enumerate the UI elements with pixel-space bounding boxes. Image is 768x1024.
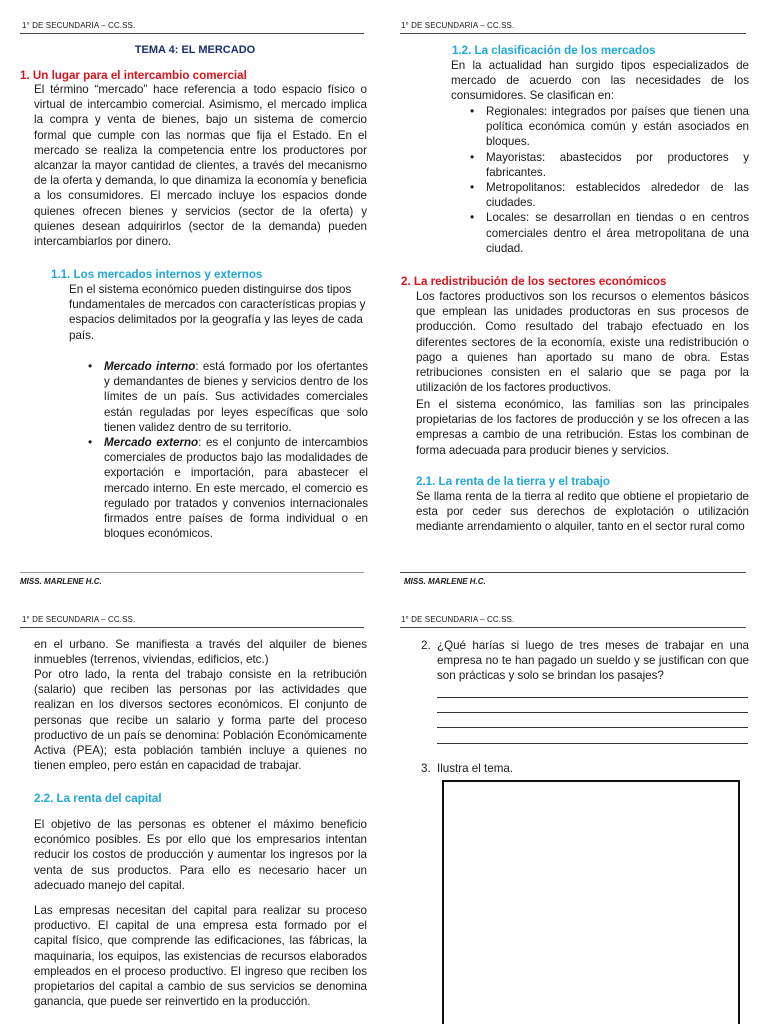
subsection-body: En la actualidad han surgido tipos especializados de mercado de acuerdo con las necesidades de los consumidores. Se clasifican en:	[451, 59, 749, 103]
section-body: Los factores productivos son los recursos o elementos básicos que emplean las unidades productoras en sus procesos de producción. Como resultado del trabajo efectuado en los diferentes sectores de la economía, existe una redistribución o pago a quienes han aportado su mano de obra. Estas retribuciones consisten en el salario que se paga por la utilización de los factores productivos.	[416, 290, 749, 395]
term: Mercado externo	[104, 436, 199, 450]
list-item	[88, 359, 368, 435]
question-text: ¿Qué harías si luego de tres meses de trabajar en una empresa no te han pagado un sueldo y se justifican con que son prácticas y solo se brindan los pasajes?	[437, 639, 749, 683]
list-item: • Regionales: integrados por países que tienen una política económica común y están asociados en bloques.	[470, 104, 749, 149]
list-item: • Metropolitanos: establecidos alrededor de las ciudades.	[470, 180, 749, 210]
question-number: 2.	[421, 639, 431, 652]
illustration-box[interactable]	[442, 780, 740, 1024]
answer-line[interactable]	[437, 697, 748, 698]
page-header: 1° DE SECUNDARIA – CC.SS.	[22, 615, 136, 624]
paragraph: Las empresas necesitan del capital para realizar su proceso productivo. El capital de una empresa esta formado por el capital físico, que comprende las edificaciones, las fábricas, la maquinaria, los equipos, las existencias de recursos elaborados empleados en el proceso productivo. El ingreso que reciben los propietarios del capital a cambio de sus servicios se denomina ganancia, que puede ser reinvertido en la producción.	[34, 904, 367, 1009]
page-footer: MISS. MARLENE H.C.	[20, 577, 102, 586]
list-item	[88, 435, 368, 541]
bullet-icon: •	[88, 435, 93, 450]
question-text: Ilustra el tema.	[437, 762, 514, 775]
header-rule	[20, 627, 364, 628]
page-header: 1° DE SECUNDARIA – CC.SS.	[401, 21, 515, 30]
header-rule	[400, 33, 746, 34]
page-2	[384, 0, 768, 600]
definition: : está formado por los ofertantes y demandantes de bienes y servicios dentro de los límites de un país. Sus actividades comerciales están reguladas por leyes específicas que solo tienen validez dentro de su territorio.	[104, 360, 368, 434]
market-types-list	[88, 359, 368, 541]
paragraph: Por otro lado, la renta del trabajo consiste en la retribución (salario) que reciben las personas por las actividades que realizan en los diversos sectores económicos. El conjunto de personas que recibe un salario y forma parte del proceso productivo de un país se denomina: Población Económicamente Activa (PEA); esta población también incluye a quienes no tienen empleo, pero están en capacidad de trabajar.	[34, 668, 367, 773]
section-heading: 1. Un lugar para el intercambio comercial	[20, 69, 247, 82]
subsection-heading: 2.1. La renta de la tierra y el trabajo	[416, 475, 610, 488]
page-header: 1° DE SECUNDARIA – CC.SS.	[22, 21, 136, 30]
paragraph: en el urbano. Se manifiesta a través del alquiler de bienes inmuebles (terrenos, viviendas, edificios, etc.)	[34, 638, 367, 667]
footer-rule	[400, 572, 746, 573]
page-footer: MISS. MARLENE H.C.	[404, 577, 486, 586]
answer-line[interactable]	[437, 712, 748, 713]
section-heading: 2. La redistribución de los sectores económicos	[401, 275, 667, 288]
section-body: El término “mercado” hace referencia a todo espacio físico o virtual de intercambio comercial. Asimismo, el mercado implica la compra y venta de bienes, bajo un sistema de comercio formal que cumple con las normas que fija el Estado. En el mercado se realiza la competencia entre los productores por alcanzar la mayor cantidad de clientes, a través del mecanismo de la oferta y demanda, lo que dinamiza la economía y beneficia a los consumidores. El mercado incluye los espacios donde quienes ofrecen bienes y servicios (sector de la oferta) y quienes desean adquirirlos (sector de la demanda) pueden intercambiarlos por dinero.	[34, 83, 367, 249]
market-classification-list	[470, 104, 749, 256]
bullet-icon: •	[470, 210, 475, 225]
bullet-icon: •	[470, 104, 475, 118]
header-rule	[20, 33, 364, 34]
list-item: • Mayoristas: abastecidos por productores y fabricantes.	[470, 149, 749, 179]
subsection-body: Se llama renta de la tierra al redito que obtiene el propietario de esta por ceder sus derechos de explotación o utilización mediante arrendamiento o alquiler, tanto en el sector rural como	[416, 490, 749, 534]
answer-line[interactable]	[437, 743, 748, 744]
page-1	[0, 0, 384, 600]
page-3	[0, 600, 384, 1024]
bullet-icon: •	[88, 359, 93, 373]
subsection-body: En el sistema económico pueden distinguirse dos tipos fundamentales de mercados con características propias y espacios delimitados por la geografía y las leyes de cada país.	[69, 283, 366, 342]
page-header: 1° DE SECUNDARIA – CC.SS.	[401, 615, 515, 624]
footer-rule	[20, 572, 364, 573]
list-item: • Locales: se desarrollan en tiendas o en centros comerciales dentro el área metropolitana de una ciudad.	[470, 210, 749, 255]
subsection-heading: 1.2. La clasificación de los mercados	[452, 44, 656, 57]
definition: : es el conjunto de intercambios comerciales de productos bajo las modalidades de exportación e importación, para abastecer el mercado interno. En este mercado, el comercio es regulado por tratados y convenios internacionales firmados entre países de forma individual o en bloques económicos.	[104, 436, 368, 541]
term: Mercado interno	[104, 360, 196, 373]
section-body: En el sistema económico, las familias son las principales propietarias de los factores de producción y se los ofrecen a las empresas a cambio de una retribución. Estas los combinan de forma adecuada para producir bienes y servicios.	[416, 398, 749, 457]
bullet-icon: •	[470, 149, 475, 164]
answer-line[interactable]	[437, 727, 748, 728]
question-number: 3.	[421, 762, 431, 775]
subsection-heading: 1.1. Los mercados internos y externos	[51, 268, 263, 281]
page-title: TEMA 4: EL MERCADO	[134, 44, 256, 56]
subsection-heading: 2.2. La renta del capital	[34, 792, 162, 805]
paragraph: El objetivo de las personas es obtener el máximo beneficio económico posibles. Es por ello que los empresarios intentan reducir los costos de producción y aumentar los ingresos por la venta de sus productos. Para ello es necesario hacer un adecuado manejo del capital.	[34, 818, 367, 892]
header-rule	[400, 627, 746, 628]
page-4	[384, 600, 768, 1024]
bullet-icon: •	[470, 180, 475, 195]
